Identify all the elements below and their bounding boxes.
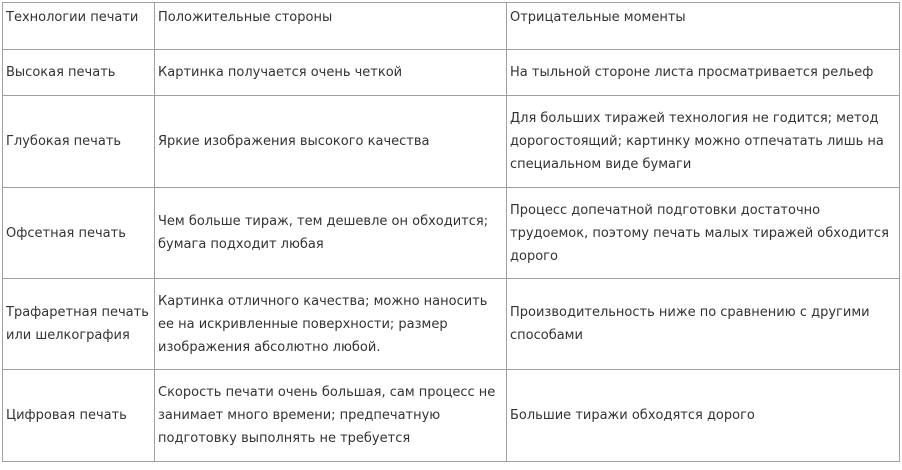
- cell-disadvantages: [507, 50, 900, 96]
- cell-text: Трафаретная печать или шелкография: [6, 305, 149, 343]
- cell-technology: [3, 50, 155, 96]
- cell-text: Картинка отличного качества; можно наносить ее на искривленные поверхности; размер изображения абсолютно любой.: [158, 293, 488, 355]
- printing-technologies-table: [2, 2, 900, 462]
- table-header-row: [3, 3, 900, 50]
- cell-technology: [3, 370, 155, 462]
- cell-text: Для больших тиражей технология не годится; метод дорогостоящий; картинку можно отпечатать лишь на специальном виде бумаги: [510, 111, 884, 172]
- cell-text: Офсетная печать: [6, 225, 126, 241]
- cell-advantages: [155, 50, 507, 96]
- cell-text: Яркие изображения высокого качества: [158, 134, 430, 149]
- cell-text: На тыльной стороне листа просматривается рельеф: [510, 65, 874, 80]
- table-row: [3, 50, 900, 96]
- cell-text: Картинка получается очень четкой: [158, 65, 403, 80]
- table-row: [3, 188, 900, 279]
- cell-text: Производительность ниже по сравнению с другими способами: [510, 305, 870, 343]
- cell-disadvantages: [507, 370, 900, 462]
- header-cell-disadvantages: [507, 3, 900, 50]
- table-row: [3, 370, 900, 462]
- cell-advantages: [155, 279, 507, 370]
- cell-advantages: [155, 96, 507, 188]
- table-row: [3, 279, 900, 370]
- cell-text: Глубокая печать: [6, 134, 122, 149]
- cell-technology: [3, 188, 155, 279]
- header-label: Технологии печати: [6, 10, 139, 25]
- cell-disadvantages: [507, 279, 900, 370]
- cell-technology: [3, 96, 155, 188]
- cell-advantages: [155, 188, 507, 279]
- cell-text: Высокая печать: [6, 65, 116, 80]
- cell-advantages: [155, 370, 507, 462]
- cell-disadvantages: [507, 188, 900, 279]
- header-cell-technology: [3, 3, 155, 50]
- cell-text: Цифровая печать: [6, 408, 127, 423]
- cell-disadvantages: [507, 96, 900, 188]
- header-label: Отрицательные моменты: [510, 10, 686, 25]
- table-row: [3, 96, 900, 188]
- cell-text: Процесс допечатной подготовки достаточно трудоемок, поэтому печать малых тиражей обходится дорого: [510, 202, 889, 264]
- header-cell-advantages: [155, 3, 507, 50]
- cell-text: Чем больше тираж, тем дешевле он обходится; бумага подходит любая: [158, 214, 489, 252]
- cell-technology: [3, 279, 155, 370]
- cell-text: Скорость печати очень большая, сам процесс не занимает много времени; предпечатную подготовку выполнять не требуется: [158, 385, 496, 446]
- cell-text: Большие тиражи обходятся дорого: [510, 408, 755, 423]
- header-label: Положительные стороны: [158, 10, 333, 25]
